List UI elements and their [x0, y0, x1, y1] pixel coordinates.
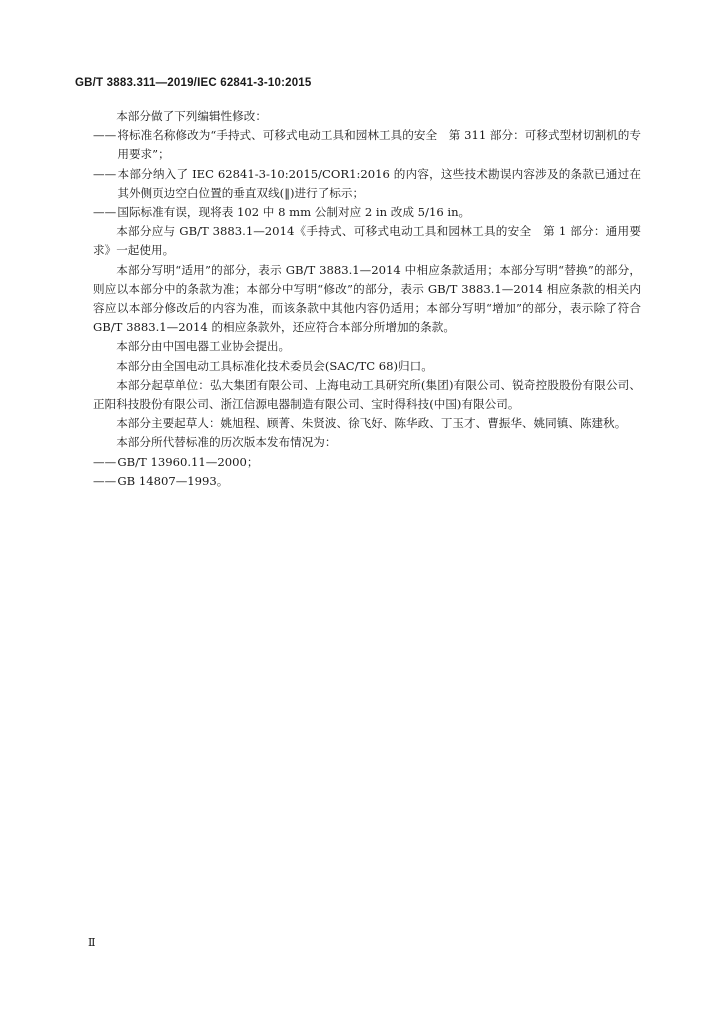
proposed-paragraph: 本部分由中国电器工业协会提出。 [116, 339, 291, 354]
dash-marker: —— [93, 128, 117, 143]
dash-marker: —— [93, 473, 117, 488]
standard-code: GB/T 3883.311—2019/IEC 62841-3-10:2015 [75, 77, 312, 89]
dash-marker: —— [93, 166, 117, 181]
page-number: Ⅱ [88, 936, 96, 949]
history-item-1-text: GB/T 13960.11—2000； [117, 454, 259, 469]
history-paragraph: 本部分所代替标准的历次版本发布情况为： [116, 435, 337, 450]
edit-item-1-text: 将标准名称修改为“手持式、可移式电动工具和园林工具的安全 第 311 部分：可移式型材切割机的专用要求”； [117, 128, 641, 162]
edit-item-3 [93, 203, 641, 222]
dash-marker: —— [93, 454, 117, 469]
edit-item-2-text: 本部分纳入了 IEC 62841-3-10:2015/COR1:2016 的内容，这些技术勘误内容涉及的条款已通过在其外侧页边空白位置的垂直双线(‖)进行了标示； [117, 166, 641, 200]
history-item-1 [93, 453, 641, 472]
usage-paragraph: 本部分应与 GB/T 3883.1—2014《手持式、可移式电动工具和园林工具的安全 第 1 部分：通用要求》一起使用。 [93, 224, 641, 258]
history-item-2-text: GB 14807—1993。 [117, 473, 229, 488]
edit-item-3-text: 国际标准有误，现将表 102 中 8 mm 公制对应 2 in 改成 5/16 in。 [117, 205, 471, 220]
standard-header [75, 77, 311, 89]
foreword-body [93, 107, 641, 491]
drafting-units-paragraph: 本部分起草单位：弘大集团有限公司、上海电动工具研究所(集团)有限公司、锐奇控股股份有限公司、正阳科技股份有限公司、浙江信源电器制造有限公司、宝时得科技(中国)有限公司。 [93, 377, 641, 412]
history-item-2 [93, 472, 641, 491]
managed-paragraph: 本部分由全国电动工具标准化技术委员会(SAC/TC 68)归口。 [116, 358, 433, 373]
rules-paragraph: 本部分写明“适用”的部分，表示 GB/T 3883.1—2014 中相应条款适用；本部分写明“替换”的部分，则应以本部分中的条款为准；本部分中写明“修改”的部分，表示 GB/T 3883.1—2014 相应条款的相关内容应以本部分修改后的内容为准，而该条款中其他内容仍适用；本部分写明“增加”的部分，表示除了符合 GB/T 3883.1—2014 的相应条款外，还应符合本部分所增加的条款。 [93, 262, 641, 335]
edit-item-2 [93, 165, 641, 203]
dash-marker: —— [93, 205, 117, 220]
drafters-paragraph: 本部分主要起草人：姚旭程、顾菁、朱贤波、徐飞好、陈华政、丁玉才、曹振华、姚同镇、陈建秋。 [116, 416, 627, 431]
edit-item-1 [93, 126, 641, 164]
intro-paragraph: 本部分做了下列编辑性修改： [116, 109, 267, 123]
